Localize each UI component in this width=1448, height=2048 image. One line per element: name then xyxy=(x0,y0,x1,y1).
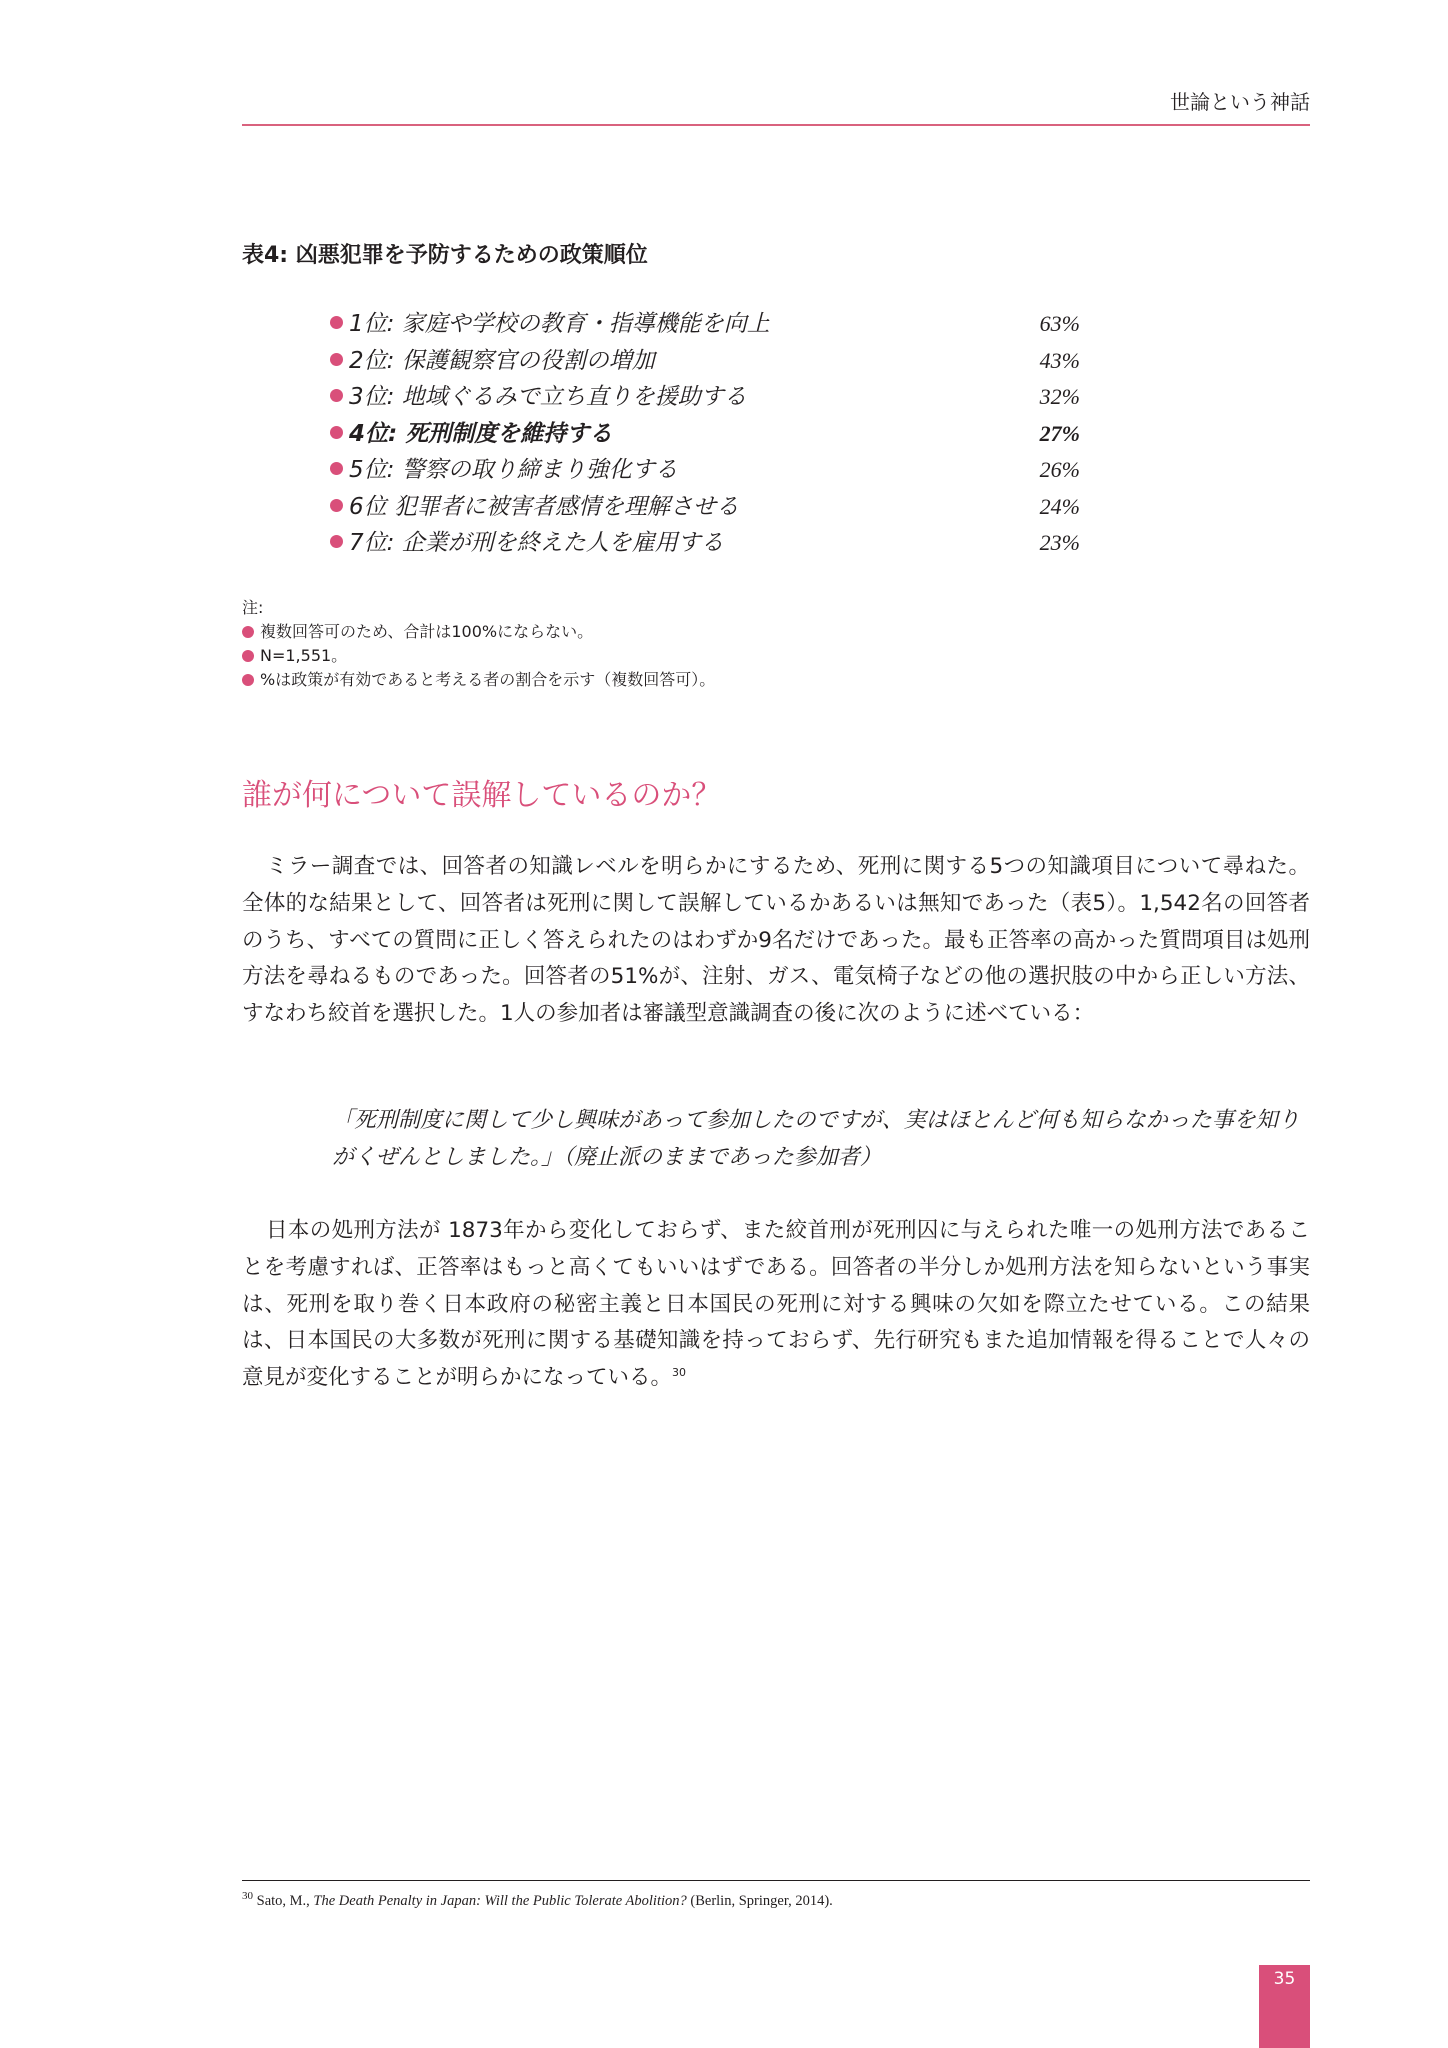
policy-label: 死刑制度を維持する xyxy=(405,420,613,447)
page-number-tab xyxy=(1259,1965,1310,2048)
bullet-icon xyxy=(330,535,343,548)
note-text: N=1,551。 xyxy=(260,646,348,665)
policy-label: 保護観察官の役割の増加 xyxy=(401,347,655,374)
policy-row xyxy=(330,306,1080,343)
body-paragraph: ミラー調査では、回答者の知識レベルを明らかにするため、死刑に関する5つの知識項目について尋ねた。全体的な結果として、回答者は死刑に関して誤解しているかあるいは無知であった（表5）。1,542名の回答者のうち、すべての質問に正しく答えられたのはわずか9名だけであった。最も正答率の高かった質問項目は処刑方法を尋ねるものであった。回答者の51%が、注射、ガス、電気椅子などの他の選択肢の中から正しい方法、すなわち絞首を選択した。1人の参加者は審議型意識調査の後に次のように述べている： xyxy=(242,854,1310,1027)
policy-label: 家庭や学校の教育・指導機能を向上 xyxy=(401,311,770,337)
bullet-icon xyxy=(330,316,343,329)
participant-quote: 「死刑制度に関して少し興味があって参加したのですが、実はほとんど何も知らなかった事を知りがくぜんとしました。」（廃止派のままであった参加者） xyxy=(332,1108,1300,1170)
note-text: 複数回答可のため、合計は100%にならない。 xyxy=(260,622,594,641)
policy-row xyxy=(330,525,1080,562)
policy-row xyxy=(330,489,1080,526)
body-paragraph-text: 日本の処刑方法が 1873年から変化しておらず、また絞首刑が死刑囚に与えられた唯一の処刑方法であることを考慮すれば、正答率はもっと高くてもいいはずである。回答者の半分しか処刑方法を知らないという事実は、死刑を取り巻く日本政府の秘密主義と日本国民の死刑に対する興味の欠如を際立たせている。この結果は、日本国民の大多数が死刑に関する基礎知識を持っておらず、先行研究もまた追加情報を得ることで人々の意見が変化することが明らかになっている。 xyxy=(242,1218,1310,1391)
table-title: 表4: 凶悪犯罪を予防するための政策順位 xyxy=(242,243,648,268)
footnote-publisher: (Berlin, Springer, 2014). xyxy=(686,1893,833,1909)
policy-rank: 7位: xyxy=(349,530,395,556)
policy-percent: 24% xyxy=(1039,493,1080,519)
footnote-reference: 30 xyxy=(672,1366,687,1380)
policy-label: 犯罪者に被害者感情を理解させる xyxy=(393,493,739,520)
running-head: 世論という神話 xyxy=(1170,90,1310,114)
table-notes xyxy=(242,596,715,692)
policy-percent: 43% xyxy=(1039,347,1080,373)
policy-rank: 6位 xyxy=(349,493,387,520)
note-text: %は政策が有効であると考える者の割合を示す（複数回答可）。 xyxy=(260,670,716,689)
page-number: 35 xyxy=(1273,1969,1296,1989)
policy-row xyxy=(330,452,1080,489)
policy-percent: 23% xyxy=(1039,530,1080,555)
notes-label: 注: xyxy=(242,598,264,617)
note-item xyxy=(242,668,715,692)
bullet-icon xyxy=(330,353,343,366)
bullet-icon xyxy=(330,426,343,439)
policy-row xyxy=(330,379,1080,416)
bullet-icon xyxy=(242,650,254,662)
policy-percent: 26% xyxy=(1039,457,1080,482)
footnote xyxy=(242,1890,833,1910)
footnote-book-title: The Death Penalty in Japan: Will the Public Tolerate Abolition? xyxy=(313,1893,687,1909)
note-item xyxy=(242,644,715,668)
policy-label: 地域ぐるみで立ち直りを援助する xyxy=(401,384,747,410)
policy-label: 企業が刑を終えた人を雇用する xyxy=(401,530,724,556)
footnote-rule xyxy=(242,1880,1310,1881)
note-item xyxy=(242,620,715,644)
header-rule xyxy=(242,124,1310,126)
policy-rank: 4位: xyxy=(349,420,398,447)
policy-label: 警察の取り締まり強化する xyxy=(401,457,678,483)
policy-rank: 1位: xyxy=(349,311,395,337)
policy-rank: 5位: xyxy=(349,457,395,483)
bullet-icon xyxy=(242,674,254,686)
policy-percent: 27% xyxy=(1039,420,1080,446)
policy-percent: 63% xyxy=(1039,311,1080,336)
bullet-icon xyxy=(242,626,254,638)
policy-row-highlighted xyxy=(330,416,1080,453)
section-heading: 誰が何について誤解しているのか？ xyxy=(242,778,722,813)
bullet-icon xyxy=(330,462,343,475)
policy-row xyxy=(330,343,1080,380)
footnote-author: Sato, M., xyxy=(256,1893,314,1909)
policy-rank: 3位: xyxy=(349,384,395,410)
bullet-icon xyxy=(330,389,343,402)
body-paragraph xyxy=(242,1213,1310,1397)
policy-percent: 32% xyxy=(1039,384,1080,409)
bullet-icon xyxy=(330,499,343,512)
policy-rank: 2位: xyxy=(349,347,395,374)
footnote-number: 30 xyxy=(242,1890,253,1903)
policy-ranking-list xyxy=(330,306,1080,562)
